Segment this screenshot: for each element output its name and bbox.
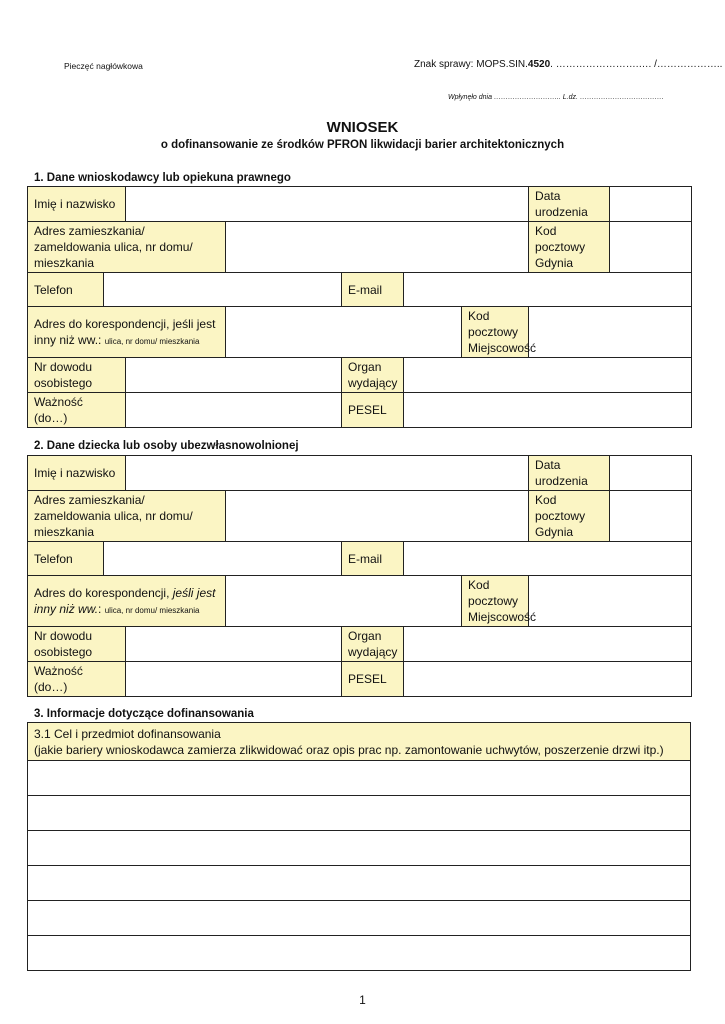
funding-purpose-label <box>28 723 691 761</box>
child-id-field[interactable] <box>126 627 342 662</box>
child-issuer-label: Organ wydający <box>342 627 404 662</box>
applicant-pesel-label: PESEL <box>342 393 404 428</box>
applicant-issuer-label: Organ wydający <box>342 358 404 393</box>
child-corr-postal-field[interactable] <box>529 576 692 627</box>
applicant-data-table <box>27 186 692 428</box>
child-corr-label <box>28 576 226 627</box>
child-email-label: E-mail <box>342 542 404 576</box>
child-pesel-field[interactable] <box>404 662 692 697</box>
funding-description-line[interactable] <box>28 901 691 936</box>
section-1-heading: 1. Dane wnioskodawcy lub opiekuna prawnego <box>34 172 291 184</box>
section-2-heading: 2. Dane dziecka lub osoby ubezwłasnowolnionej <box>34 440 299 452</box>
applicant-corr-postal-field[interactable] <box>529 307 692 358</box>
funding-description-line[interactable] <box>28 936 691 971</box>
child-phone-label: Telefon <box>28 542 104 576</box>
case-prefix: Znak sprawy: MOPS.SIN. <box>414 59 528 70</box>
child-issuer-field[interactable] <box>404 627 692 662</box>
funding-info-table <box>27 722 691 971</box>
child-corr-italic: jeśli jest inny niż ww. <box>34 586 216 616</box>
form-subtitle: o dofinansowanie ze środków PFRON likwidacji barier architektonicznych <box>160 139 565 151</box>
applicant-corr-small: ulica, nr domu/ mieszkania <box>104 337 200 346</box>
child-name-field[interactable] <box>126 456 529 491</box>
applicant-email-label: E-mail <box>342 273 404 307</box>
applicant-id-label: Nr dowodu osobistego <box>28 358 126 393</box>
child-corr-small: ulica, nr domu/ mieszkania <box>104 606 200 615</box>
applicant-phone-label: Telefon <box>28 273 104 307</box>
funding-purpose-subheading: 3.1 Cel i przedmiot dofinansowania <box>34 726 221 741</box>
child-data-table <box>27 455 692 697</box>
child-name-label: Imię i nazwisko <box>28 456 126 491</box>
child-validity-label: Ważność (do…) <box>28 662 126 697</box>
received-line: Wpłynęło dnia ……………………….. L.dz. ……………………………… <box>448 94 664 101</box>
funding-description-line[interactable] <box>28 796 691 831</box>
child-corr-colon: : <box>98 602 102 616</box>
applicant-name-label: Imię i nazwisko <box>28 187 126 222</box>
child-email-field[interactable] <box>404 542 692 576</box>
child-corr-plain: Adres do korespondencji, <box>34 586 170 600</box>
applicant-corr-text: Adres do korespondencji, jeśli jest inny niż ww.: <box>34 317 216 347</box>
child-postal-field[interactable] <box>610 491 692 542</box>
applicant-corr-field[interactable] <box>226 307 462 358</box>
page-number: 1 <box>359 993 366 1007</box>
case-suffix: . …………………….…. /……………….. <box>550 59 723 70</box>
applicant-id-field[interactable] <box>126 358 342 393</box>
child-validity-field[interactable] <box>126 662 342 697</box>
applicant-address-label: Adres zamieszkania/ zameldowania ulica, nr domu/ mieszkania <box>28 222 226 273</box>
child-birth-label: Data urodzenia <box>529 456 610 491</box>
case-number: 4520 <box>527 59 551 70</box>
applicant-postal-field[interactable] <box>610 222 692 273</box>
funding-purpose-description: (jakie bariery wnioskodawca zamierza zlikwidować oraz opis prac np. zamontowanie uchwytów, poszerzenie drzwi itp.) <box>34 742 664 757</box>
funding-description-line[interactable] <box>28 866 691 901</box>
applicant-validity-label: Ważność (do…) <box>28 393 126 428</box>
applicant-name-field[interactable] <box>126 187 529 222</box>
applicant-pesel-field[interactable] <box>404 393 692 428</box>
funding-description-line[interactable] <box>28 831 691 866</box>
form-title: WNIOSEK <box>326 119 399 136</box>
applicant-corr-label <box>28 307 226 358</box>
applicant-validity-field[interactable] <box>126 393 342 428</box>
child-pesel-label: PESEL <box>342 662 404 697</box>
applicant-phone-field[interactable] <box>104 273 342 307</box>
child-corr-postal-label: Kod pocztowy Miejscowość <box>462 576 529 627</box>
stamp-label: Pieczęć nagłówkowa <box>64 61 143 71</box>
child-postal-label: Kod pocztowy Gdynia <box>529 491 610 542</box>
applicant-birth-label: Data urodzenia <box>529 187 610 222</box>
child-phone-field[interactable] <box>104 542 342 576</box>
case-number-line <box>414 59 722 70</box>
funding-description-line[interactable] <box>28 761 691 796</box>
applicant-postal-label: Kod pocztowy Gdynia <box>529 222 610 273</box>
applicant-birth-field[interactable] <box>610 187 692 222</box>
applicant-issuer-field[interactable] <box>404 358 692 393</box>
child-id-label: Nr dowodu osobistego <box>28 627 126 662</box>
applicant-address-field[interactable] <box>226 222 529 273</box>
child-corr-field[interactable] <box>226 576 462 627</box>
applicant-corr-postal-label: Kod pocztowy Miejscowość <box>462 307 529 358</box>
section-3-heading: 3. Informacje dotyczące dofinansowania <box>34 708 254 720</box>
child-address-label: Adres zamieszkania/ zameldowania ulica, nr domu/ mieszkania <box>28 491 226 542</box>
child-address-field[interactable] <box>226 491 529 542</box>
applicant-email-field[interactable] <box>404 273 692 307</box>
child-birth-field[interactable] <box>610 456 692 491</box>
